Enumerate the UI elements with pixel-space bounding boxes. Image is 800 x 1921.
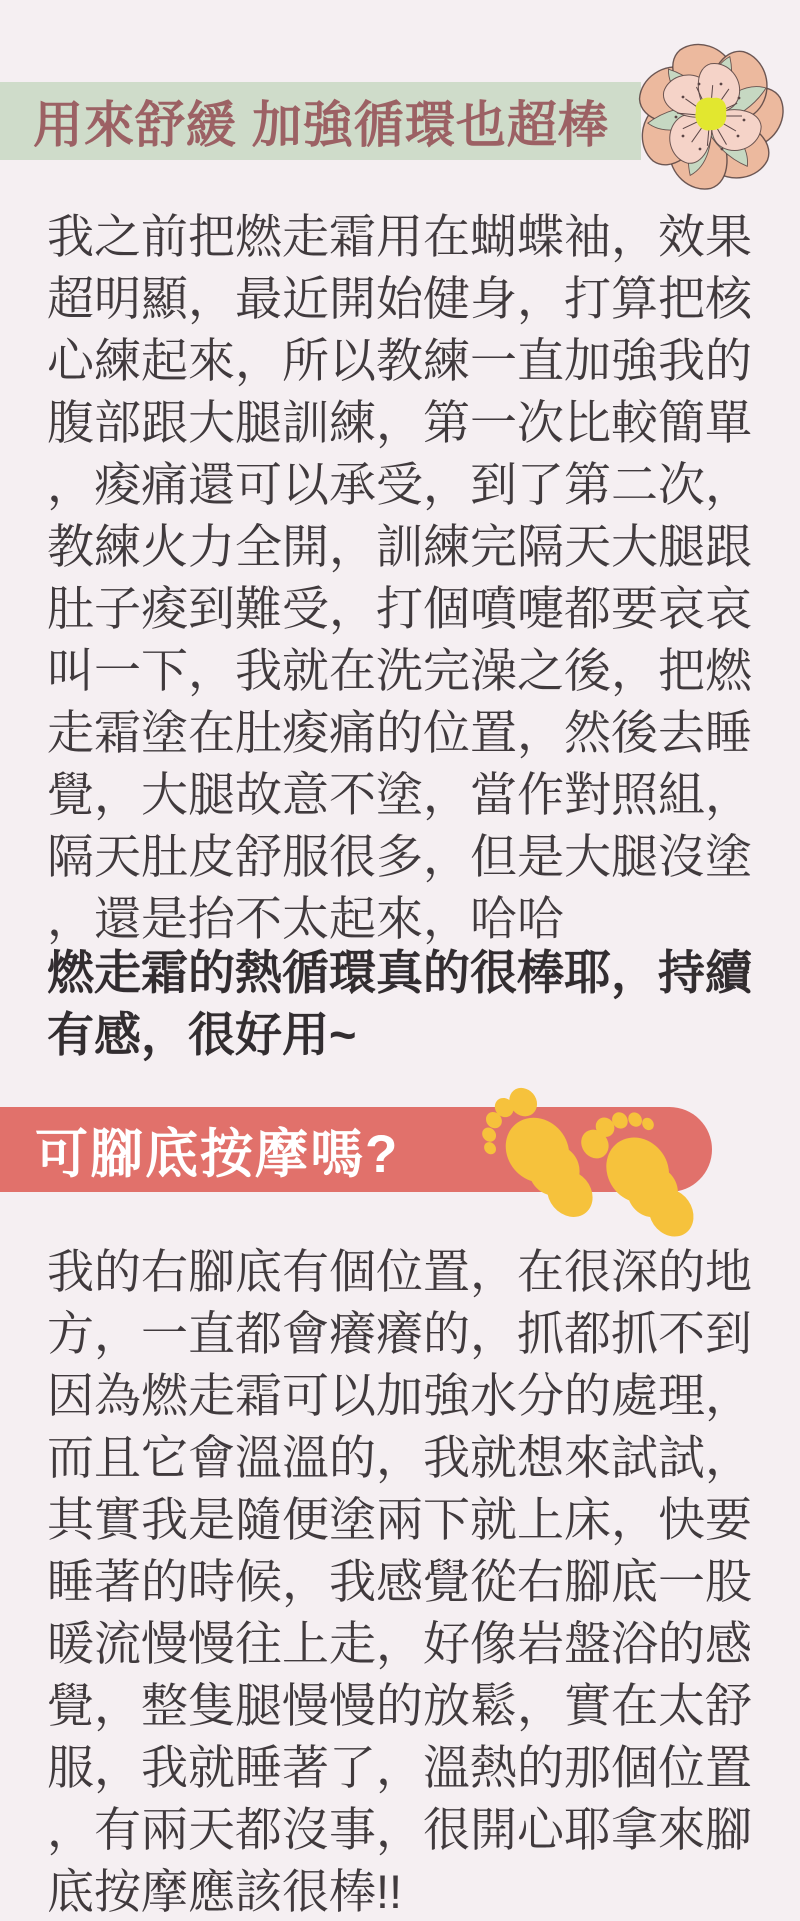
section2-body: 我的右腳底有個位置，在很深的地方，一直都會癢癢的，抓都抓不到因為燃走霜可以加強水分的處理，而且它會溫溫的，我就想來試試，其實我是隨便塗兩下就上床，快要睡著的時候，我感覺從右腳底一股暖流慢慢往上走，好像岩盤浴的感覺，整隻腿慢慢的放鬆，實在太舒服，我就睡著了，溫熱的那個位置，有兩天都沒事，很開心耶拿來腳底按摩應該很棒!!	[47, 1245, 752, 1918]
section1-body: 我之前把燃走霜用在蝴蝶袖，效果超明顯，最近開始健身，打算把核心練起來，所以教練一直加強我的腹部跟大腿訓練，第一次比較簡單，痠痛還可以承受，到了第二次，教練火力全開，訓練完隔天大腿跟肚子痠到難受，打個噴嚏都要哀哀叫一下，我就在洗完澡之後，把燃走霜塗在肚痠痛的位置，然後去睡覺，大腿故意不塗，當作對照組，隔天肚皮舒服很多，但是大腿沒塗，還是抬不太起來，哈哈	[47, 210, 752, 945]
section1-title: 用來舒緩 加強循環也超棒	[33, 97, 609, 153]
section2-title: 可腳底按摩嗎?	[35, 1124, 400, 1184]
section1-emphasis: 燃走霜的熱循環真的很棒耶，持續有感，很好用~	[47, 946, 752, 1061]
flower-icon	[624, 30, 796, 202]
footprints-icon	[440, 1076, 720, 1246]
section1-title-banner	[0, 82, 641, 160]
